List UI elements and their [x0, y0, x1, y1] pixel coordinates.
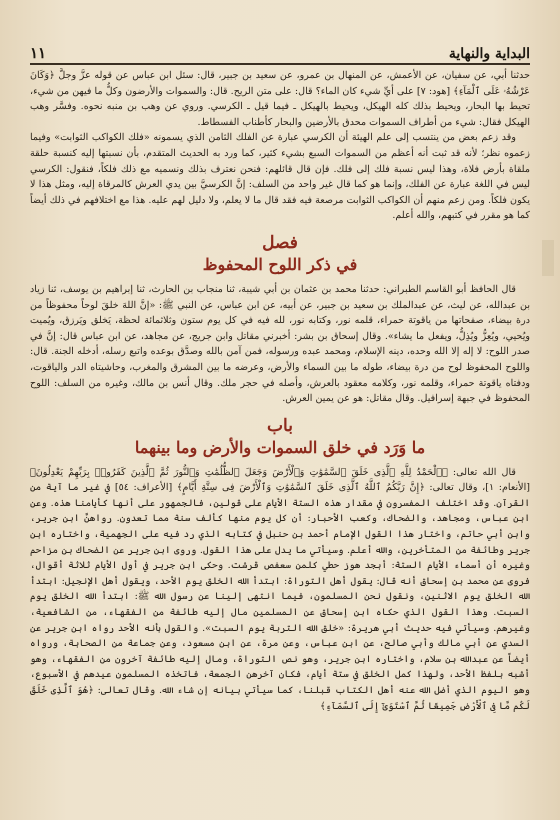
book-title: البداية والنهاية [448, 46, 530, 62]
paragraph: قال الله تعالى: ﴿ٱلْحَمْدُ لِلَّهِ ٱلَّذِى خَلَقَ ٱلسَّمَٰوَٰتِ وَٱلْأَرْضَ وَجَعَلَ ٱلظُّلُمَٰتِ وَٱلنُّورَ ثُمَّ ٱلَّذِينَ كَفَرُوا۟ بِرَبِّهِمْ يَعْدِلُونَ﴾ [الأنعام: ١]، وقال تعالى: ﴿إِنَّ رَبَّكُمُ ٱللَّهُ ٱلَّذِى خَلَقَ ٱلسَّمَٰوَٰتِ وَٱلْأَرْضَ فِى سِتَّةِ أَيَّامٍ﴾ [الأعراف: ٥٤] في غير ما آية من القرآن. وقد اختلف المفسرون في مقدار هذه الستة الأيام على قولين، فالجمهور على أنها كأيامنا هذه. وعن ابن عباس، ومجاهد، والضحاك، وكعب الأحبار: أن كل يوم منها كألف سنة مما تعدون. رواهنَّ ابن جرير، وابن أبي حاتم، واختار هذا القول الإمام أحمد بن حنبل في كتابه الذي رد فيه على الجهمية، واختاره ابن جرير وطائفة من المتأخرين، والله أعلم. وسيأتي ما يدل على هذا القول. وروى ابن جرير عن الضحاك بن مزاحم وغيره أن أسماء الأيام الستة: أبجد هوز حطي كلمن سعفص قرشت. وحكى ابن جرير في أول الأيام ثلاثة أقوال، فروى عن محمد بن إسحاق أنه قال: يقول أهل التوراة: ابتدأ الله الخلق يوم الأحد، ويقول أهل الإنجيل: ابتدأ الله الخلق يوم الاثنين، ونقول نحن المسلمون، فيما انتهى إلينا عن رسول الله ﷺ: ابتدأ الله الخلق يوم السبت. وهذا القول الذي حكاه ابن إسحاق عن المسلمين مال إليه طائفة من الفقهاء، من الشافعية، وغيرهم. وسيأتي فيه حديث أبي هريرة: «خلق الله التربة يوم السبت». والقول بأنه الأحد رواه ابن جرير عن السدي عن أبي مالك وأبي صالح، عن ابن عباس، وعن مرة، عن ابن مسعود، وعن جماعة من الصحابة، ورواه أيضاً عن عبدالله بن سلام، واختاره ابن جرير، وهو نص التوراة، ومال إليه طائفة آخرون من الفقهاء، وهو أشبه بلفظ الأحد، ولهذا كمل الخلق في ستة أيام، فكان آخرهن الجمعة، فاتخذه المسلمون عيدهم في الأسبوع، وهو اليوم الذي أضل الله عنه أهل الكتاب قبلنا، كما سيأتي بيانه إن شاء الله. وقال تعالى: ﴿هُوَ ٱلَّذِى خَلَقَ لَكُم مَّا فِى ٱلْأَرْضِ جَمِيعًا ثُمَّ ٱسْتَوَىٰٓ إِلَى ٱلسَّمَآءِ﴾ [30, 466, 530, 712]
chapter-title: ما وَرَد في خلق السموات والأرض وما بينهما [134, 437, 426, 457]
page-header [30, 36, 530, 62]
page-edge-mark [542, 240, 554, 276]
paragraph: حدثنا أبي، عن سفيان، عن الأعمش، عن المنهال بن عمرو، عن سعيد بن جبير، قال: سئل ابن عباس عن قوله عزَّ وجلَّ ﴿وَكَانَ عَرْشُهُۥ عَلَى ٱلْمَآءِ﴾ [هود: ٧] على أيِّ شيء كان الماء؟ قال: على متن الريح. قال: والسموات والأرضون وكلُّ ما فيهن من شيء، تحيط بها البحار، ويحيط بذلك كله الهيكل، ويحيط بالهيكل ـ فيما قيل ـ الكرسي. وروي عن وهب بن منبه نحوه. وفسَّر وهب الهيكل فقال: شيء من أطراف السموات محدق بالأرضين والبحار كأطناب الفسطاط. [30, 70, 530, 128]
paragraph: قال الحافظ أبو القاسم الطبراني: حدثنا محمد بن عثمان بن أبي شيبة، ثنا منجاب بن الحارث، ثنا إبراهيم بن يوسف، ثنا زياد بن عبدالله، عن ليث، عن عبدالملك بن سعيد بن جبير، عن أبيه، عن ابن عباس، عن النبي ﷺ: «إنَّ اللهَ خلقَ لوحاً محفوظاً من درة بيضاء، صفحاتها من ياقوتة حمراء، قلمه نور، وكتابه نور، لله فيه في كل يوم ستون وثلاثمائة لحظة، يَخلق ويَرزق، ويُميت ويُحيي، ويُعِزُّ ويُذِلُّ، ويفعل ما يشاء». وقال إسحاق بن بشر: أخبرني مقاتل وابن جريج، عن مجاهد، عن ابن عباس قال: إنَّ في صدر اللوح: لا إله إلا الله وحده، دينه الإسلام، ومحمد عبده ورسوله، فمن آمن بالله وصدَّق بوعده واتبع رسله، أدخله الجنة. قال: واللوح المحفوظ لوح من درة بيضاء، طوله ما بين السماء والأرض، وعرضه ما بين المشرق والمغرب، وحاشيتاه الدر والياقوت، ودفتاه ياقوتة حمراء، وقلمه نور، وكلامه معقود بالعرش، وأصله في حجر ملك. وقال أنس بن مالك، وغيره من السلف: اللوح المحفوظ في جبهة إسرافيل. وقال مقاتل: هو عن يمين العرش. [30, 283, 530, 405]
header-rule [30, 63, 530, 65]
chapter-kind: باب [267, 415, 293, 436]
page-number: ١١ [30, 44, 47, 62]
section-title: في ذكر اللوح المحفوظ [202, 254, 358, 274]
section-kind: فصل [262, 232, 298, 253]
paragraph: وقد زعم بعض من ينتسب إلى علم الهيئة أن الكرسي عبارة عن الفلك الثامن الذي يسمونه «فلك الكواكب الثوابت» وفيما زعموه نظر؛ لأنه قد ثبت أنه أعظم من السموات السبع بشيء كثير، كما ورد به الحديث المتقدم، بأن نسبتها إليه كنسبة حلقة ملقاة بأرض فلاة، وهذا ليس نسبة فلك إلى فلك. فإن قال قائلهم: فنحن نعترف بذلك ونسميه مع ذلك فلكاً، فنقول: الكرسي ليس في اللغة عبارة عن الفلك، وإنما هو كما قال غير واحد من السلف: إنَّ الكرسيَّ بين يدي العرش كالمرقاة إليه، ومثل هذا لا يكون فلكاً. ومن زعم منهم أن الكواكب الثوابت مرصعة فيه فقد قال ما لا يعلم، ولا دليل لهم عليه. هذا مع اختلافهم في ذلك أيضاً كما هو مقرر في كتبهم، والله أعلم. [30, 132, 530, 222]
text-column [30, 68, 530, 810]
